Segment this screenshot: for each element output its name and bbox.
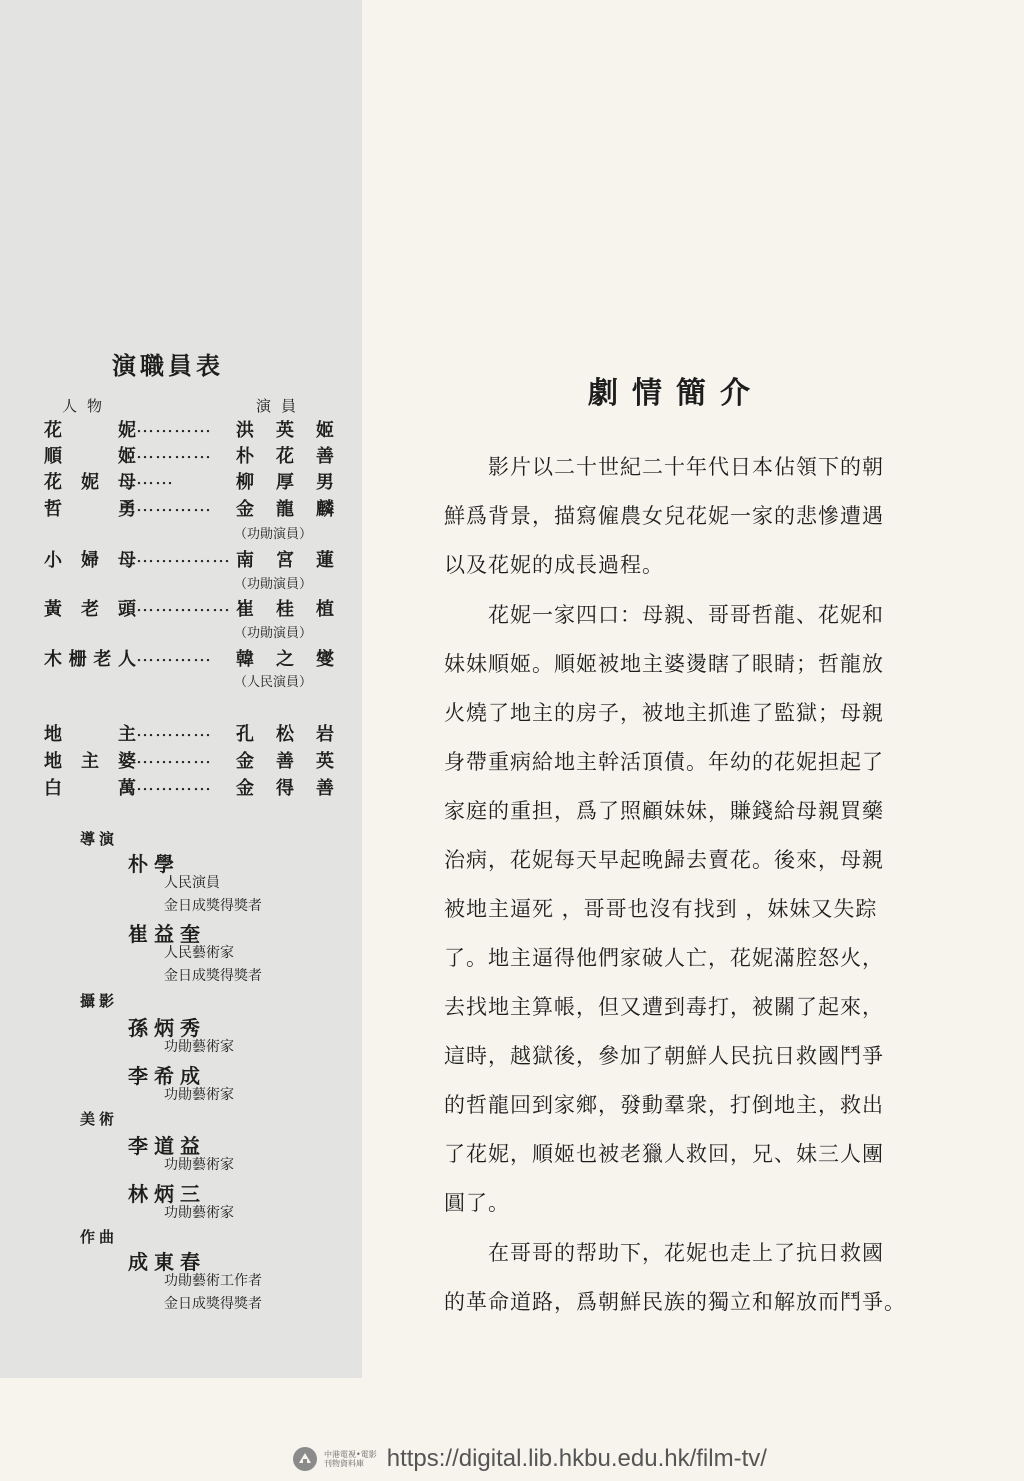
- crew-title: 人民藝術家: [164, 945, 234, 961]
- text-line: 治病，花妮每天早起晚歸去賣花。後來，母親: [444, 848, 884, 872]
- leader-dots: …………: [136, 442, 212, 463]
- crew-label-art: 美術: [80, 1110, 119, 1128]
- footer-watermark: [292, 1445, 767, 1473]
- leader-dots: ……………: [136, 595, 231, 616]
- actor-honor-note: （人民演員）: [234, 675, 313, 690]
- cast-role: 哲勇: [44, 499, 136, 520]
- crew-name: 孫炳秀: [128, 1016, 206, 1040]
- text-line: 花妮一家四口：母親、哥哥哲龍、花妮和: [444, 603, 884, 627]
- text-line: 的哲龍回到家鄉，發動羣衆，打倒地主，救出: [444, 1093, 884, 1117]
- cast-actor: 金善英: [236, 751, 334, 772]
- cast-role: 小婦母: [44, 550, 136, 571]
- cast-row: [44, 495, 334, 519]
- cast-actor: 洪英姬: [236, 420, 334, 441]
- cast-actor: 金得善: [236, 778, 334, 799]
- text-line: 這時，越獄後，參加了朝鮮人民抗日救國鬥爭: [444, 1044, 884, 1068]
- crew-title: 金日成獎得獎者: [164, 968, 262, 984]
- leader-dots: …………: [136, 720, 212, 741]
- logo-caption: [324, 1450, 377, 1468]
- leader-dots: ……: [136, 468, 174, 489]
- cast-role: 白萬: [44, 778, 136, 799]
- leader-dots: ……………: [136, 546, 231, 567]
- leader-dots: …………: [136, 747, 212, 768]
- library-logo-icon: [292, 1446, 318, 1472]
- actor-header: 演員: [256, 397, 307, 415]
- crew-title: 金日成獎得獎者: [164, 1296, 262, 1312]
- leader-dots: …………: [136, 774, 212, 795]
- synopsis-paragraph-1: [444, 443, 946, 590]
- cast-actor: 崔桂植: [236, 599, 334, 620]
- cast-row: [44, 747, 334, 771]
- cast-row: [44, 468, 334, 492]
- cast-row: [44, 442, 334, 466]
- actor-honor-note: （功勛演員）: [234, 626, 313, 641]
- cast-row: [44, 774, 334, 798]
- text-line: 在哥哥的帮助下，花妮也走上了抗日救國: [444, 1241, 884, 1265]
- cast-role: 木栅老人: [44, 649, 136, 670]
- text-line: 圓了。: [444, 1191, 510, 1215]
- cast-row: [44, 720, 334, 744]
- text-line: 以及花妮的成長過程。: [444, 553, 664, 577]
- crew-label-music: 作曲: [80, 1228, 119, 1246]
- cast-role: 花妮: [44, 420, 136, 441]
- cast-row: [44, 546, 334, 570]
- cast-actor: 柳厚男: [236, 472, 334, 493]
- crew-title: 功勛藝術家: [164, 1205, 234, 1221]
- text-line: 家庭的重担，爲了照顧妹妹，賺錢給母親買藥: [444, 799, 884, 823]
- crew-name: 林炳三: [128, 1182, 206, 1206]
- cast-actor: 韓之燮: [236, 649, 334, 670]
- cast-actor: 朴花善: [236, 446, 334, 467]
- cast-crew-panel: [0, 0, 362, 1378]
- text-line: 了花妮，順姬也被老獵人救回，兄、妹三人團: [444, 1142, 884, 1166]
- crew-title: 功勛藝術家: [164, 1087, 234, 1103]
- cast-role: 黃老頭: [44, 599, 136, 620]
- crew-title: 人民演員: [164, 875, 220, 891]
- crew-name: 崔益奎: [128, 922, 206, 946]
- cast-role: 花妮母: [44, 472, 136, 493]
- crew-title: 功勛藝術家: [164, 1157, 234, 1173]
- crew-name: 朴學: [128, 852, 180, 876]
- cast-row: [44, 645, 334, 669]
- text-line: 影片以二十世紀二十年代日本佔領下的朝: [444, 455, 884, 479]
- text-line: 的革命道路，爲朝鮮民族的獨立和解放而鬥爭。: [444, 1290, 906, 1314]
- cast-actor: 孔松岩: [236, 724, 334, 745]
- crew-name: 李希成: [128, 1064, 206, 1088]
- actor-honor-note: （功勛演員）: [234, 527, 313, 542]
- logo-caption-line: 中港電視•電影: [324, 1450, 377, 1459]
- cast-role: 順姬: [44, 446, 136, 467]
- crew-label-director: 導演: [80, 830, 119, 848]
- crew-title: 功勛藝術家: [164, 1039, 234, 1055]
- text-line: 去找地主算帳，但又遭到毒打，被關了起來，: [444, 995, 884, 1019]
- leader-dots: …………: [136, 416, 212, 437]
- text-line: 鮮爲背景，描寫僱農女兒花妮一家的悲慘遭遇: [444, 504, 884, 528]
- synopsis-title: 劇情簡介: [588, 376, 764, 411]
- cast-row: [44, 595, 334, 619]
- cast-row: [44, 416, 334, 440]
- logo-caption-line: 刊物資料庫: [324, 1459, 364, 1468]
- synopsis-paragraph-3: [444, 1229, 946, 1327]
- leader-dots: …………: [136, 495, 212, 516]
- text-line: 被地主逼死 ，哥哥也沒有找到 ，妹妹又失踪: [444, 897, 878, 921]
- cast-actor: 南宮蓮: [236, 550, 334, 571]
- actor-honor-note: （功勛演員）: [234, 577, 313, 592]
- cast-crew-title: 演職員表: [112, 351, 224, 380]
- crew-title: 金日成獎得獎者: [164, 898, 262, 914]
- text-line: 了。地主逼得他們家破人亡，花妮滿腔怒火，: [444, 946, 884, 970]
- cast-role: 地主婆: [44, 751, 136, 772]
- crew-name: 成東春: [128, 1250, 206, 1274]
- text-line: 身帶重病給地主幹活頂債。年幼的花妮担起了: [444, 750, 884, 774]
- crew-label-cinematography: 攝影: [80, 992, 119, 1010]
- text-line: 妹妹順姬。順姬被地主婆燙瞎了眼睛；哲龍放: [444, 652, 884, 676]
- crew-name: 李道益: [128, 1134, 206, 1158]
- source-url-link[interactable]: https://digital.lib.hkbu.edu.hk/film-tv/: [386, 1445, 767, 1472]
- leader-dots: …………: [136, 645, 212, 666]
- cast-role: 地主: [44, 724, 136, 745]
- character-header: 人物: [62, 397, 113, 415]
- cast-actor: 金龍麟: [236, 499, 334, 520]
- synopsis-paragraph-2: [444, 591, 946, 1228]
- crew-title: 功勛藝術工作者: [164, 1273, 262, 1289]
- text-line: 火燒了地主的房子，被地主抓進了監獄；母親: [444, 701, 884, 725]
